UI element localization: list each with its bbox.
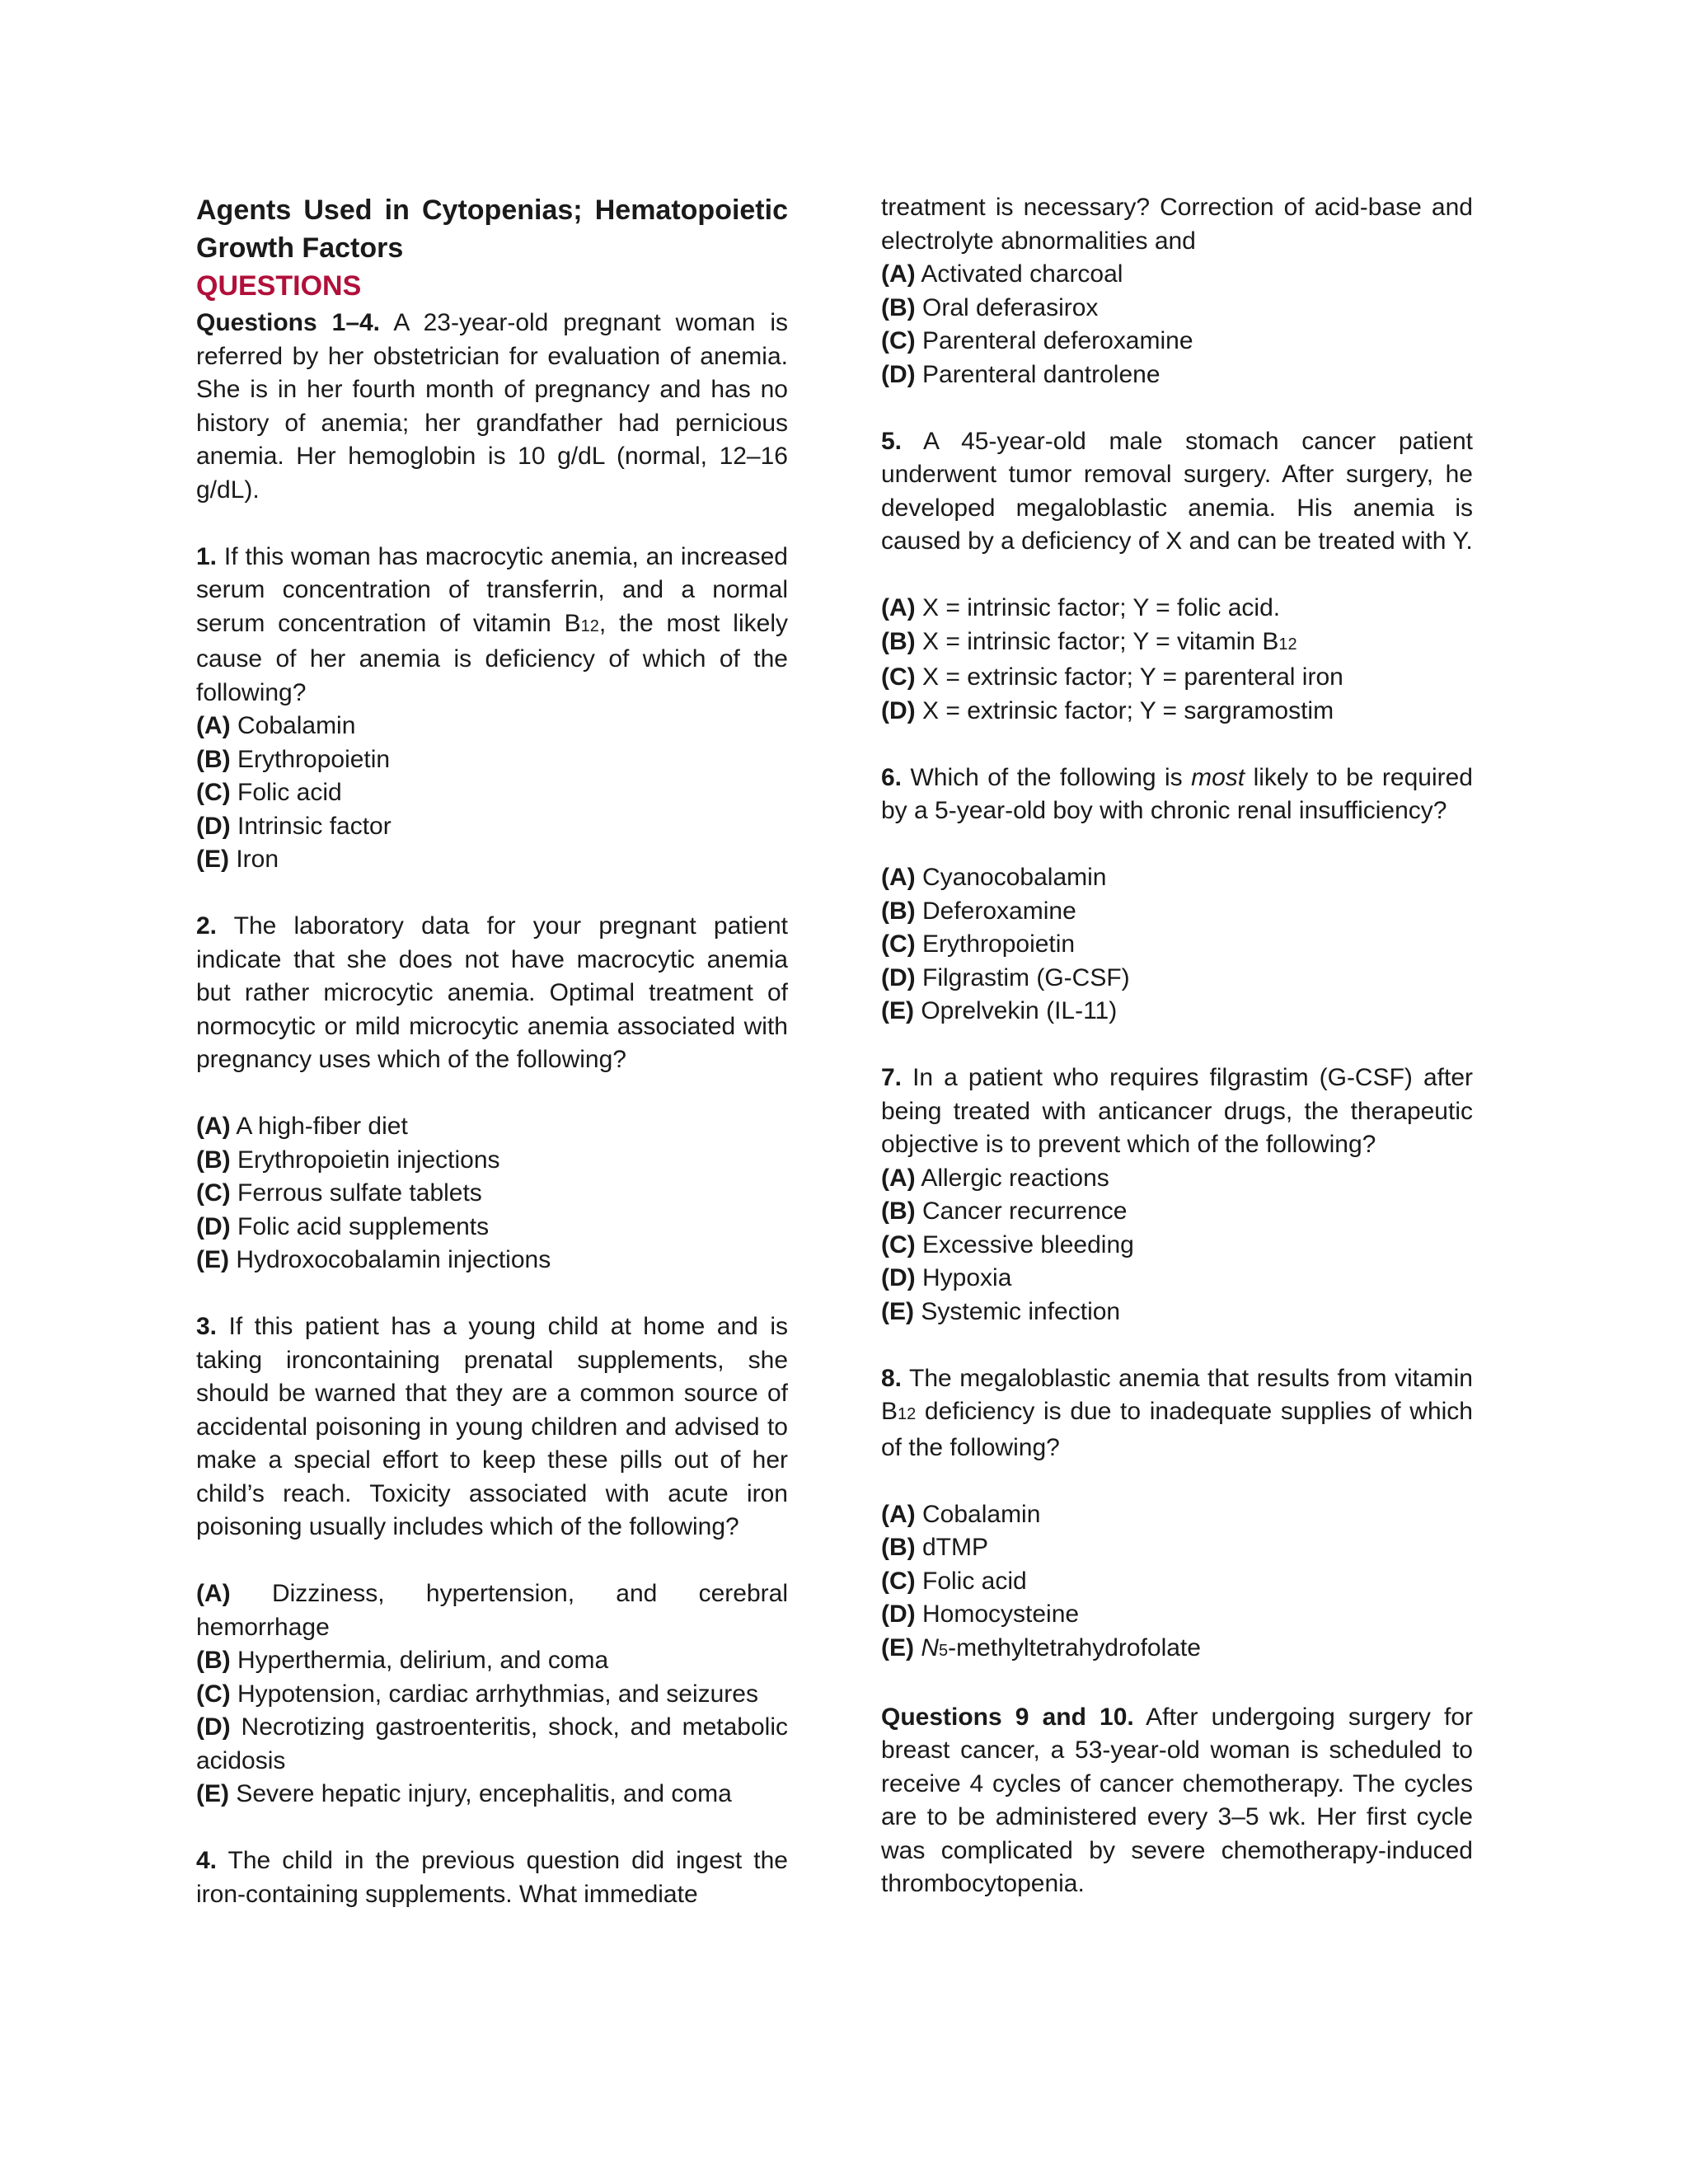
option-subscript: 5 <box>939 1641 949 1660</box>
question-1-subscript: 12 <box>580 616 599 635</box>
option-text: A high-fiber diet <box>236 1113 408 1140</box>
option-letter: (A) <box>196 1113 231 1140</box>
option-letter: (A) <box>881 1164 916 1192</box>
option-letter: (E) <box>881 997 914 1024</box>
q3-option-c <box>196 1678 788 1712</box>
question-6-options <box>881 861 1473 1029</box>
question-4-options <box>881 258 1473 391</box>
question-8-text-b: deficiency is due to inadequate supplies of which of the following? <box>881 1398 1473 1461</box>
option-letter: (A) <box>881 260 916 288</box>
option-letter: (B) <box>196 745 231 773</box>
option-letter: (B) <box>881 1197 916 1225</box>
option-letter: (A) <box>881 594 916 621</box>
option-letter: (D) <box>196 1212 231 1240</box>
option-text: Activated charcoal <box>921 260 1123 288</box>
option-text: Hypoxia <box>922 1264 1012 1291</box>
option-letter: (C) <box>881 1567 916 1595</box>
question-1-number: 1. <box>196 542 218 570</box>
option-text: Severe hepatic injury, encephalitis, and coma <box>236 1780 732 1807</box>
option-text: Systemic infection <box>921 1297 1121 1325</box>
questions-9-10-text: After undergoing surgery for breast cancer, a 53-year-old woman is scheduled to receive 4 cycles of cancer chemotherapy. The cycles are to be administered every 3–5 wk. Her first cycle was complicated by severe chemotherapy-induced thrombocytopenia. <box>881 1703 1473 1897</box>
q2-option-c <box>196 1177 788 1211</box>
option-text: Parenteral deferoxamine <box>922 327 1193 354</box>
option-text: Erythropoietin injections <box>237 1146 500 1174</box>
option-text: X = extrinsic factor; Y = parenteral iron <box>922 663 1343 691</box>
question-4-text-a: The child in the previous question did ingest the iron-containing supplements. What immediate <box>196 1847 788 1908</box>
option-text: Intrinsic factor <box>237 812 392 840</box>
question-4-number: 4. <box>196 1847 218 1874</box>
q2-option-b <box>196 1144 788 1178</box>
option-letter: (E) <box>881 1633 914 1661</box>
option-text: -methyltetrahydrofolate <box>948 1633 1201 1661</box>
q1-option-a <box>196 710 788 743</box>
option-text: Excessive bleeding <box>922 1230 1134 1258</box>
option-letter: (E) <box>881 1297 914 1325</box>
option-text: Dizziness, hypertension, and cerebral hemorrhage <box>196 1580 788 1641</box>
question-1-stem-b: , the most likely cause of her anemia is deficiency of which of the following? <box>196 609 788 706</box>
q3-option-b <box>196 1644 788 1678</box>
option-letter: (C) <box>881 930 916 958</box>
option-text: Hyperthermia, delirium, and coma <box>237 1647 609 1674</box>
option-text: X = intrinsic factor; Y = folic acid. <box>922 594 1281 621</box>
q5-option-b <box>881 626 1473 662</box>
q8-option-a <box>881 1498 1473 1532</box>
question-1-stem <box>196 541 788 710</box>
option-letter: (E) <box>196 1246 229 1273</box>
option-letter: (B) <box>881 897 916 925</box>
q5-option-a <box>881 592 1473 626</box>
option-letter: (B) <box>196 1647 231 1674</box>
option-letter: (A) <box>881 1500 916 1528</box>
question-3-number: 3. <box>196 1313 218 1340</box>
left-column <box>196 191 788 1911</box>
option-text: Cobalamin <box>237 712 356 739</box>
question-7-options <box>881 1162 1473 1329</box>
option-text: Cobalamin <box>922 1500 1041 1528</box>
option-letter: (D) <box>881 360 916 388</box>
option-text: Necrotizing gastroenteritis, shock, and metabolic acidosis <box>196 1713 788 1774</box>
q5-option-d <box>881 695 1473 729</box>
question-3-stem <box>196 1310 788 1544</box>
question-6-text-a: Which of the following is <box>910 763 1183 791</box>
q3-option-e <box>196 1778 788 1811</box>
option-text: Folic acid <box>237 779 342 806</box>
option-letter: (A) <box>881 864 916 891</box>
option-italic: N <box>921 1633 940 1661</box>
option-letter: (E) <box>196 1780 229 1807</box>
question-3-options <box>196 1577 788 1811</box>
option-text: Erythropoietin <box>237 745 391 773</box>
question-6-number: 6. <box>881 763 903 791</box>
question-7-stem <box>881 1062 1473 1162</box>
option-letter: (B) <box>881 627 916 655</box>
q2-option-a <box>196 1110 788 1144</box>
question-3-text: If this patient has a young child at home and is taking ironcontaining prenatal supplements, she should be warned that they are a common source of accidental poisoning in young children and advised to make a special effort to keep these pills out of her child’s reach. Toxicity associated with acute iron poisoning usually includes which of the following? <box>196 1313 788 1540</box>
option-letter: (D) <box>881 696 916 724</box>
q8-option-e <box>881 1632 1473 1668</box>
option-text: dTMP <box>922 1534 989 1561</box>
q6-option-c <box>881 928 1473 962</box>
option-letter: (D) <box>881 1264 916 1291</box>
question-7-number: 7. <box>881 1064 903 1091</box>
q6-option-b <box>881 895 1473 929</box>
question-2-options <box>196 1110 788 1277</box>
option-text: Cyanocobalamin <box>922 864 1107 891</box>
question-6-text-b: likely to be required by a 5-year-old boy with chronic renal insufficiency? <box>881 763 1473 824</box>
question-4-stem-part1 <box>196 1844 788 1911</box>
question-8-options <box>881 1498 1473 1668</box>
question-2-text: The laboratory data for your pregnant patient indicate that she does not have macrocytic anemia but rather microcytic anemia. Optimal treatment of normocytic or mild microcytic anemia associated with pregnancy uses which of the following? <box>196 912 788 1073</box>
option-text: Homocysteine <box>922 1601 1080 1628</box>
q1-option-d <box>196 810 788 844</box>
option-text: Oprelvekin (IL-11) <box>921 997 1118 1024</box>
option-text: Ferrous sulfate tablets <box>237 1179 482 1207</box>
question-7-text: In a patient who requires filgrastim (G-CSF) after being treated with anticancer drugs, the therapeutic objective is to prevent which of the following? <box>881 1064 1474 1158</box>
option-letter: (D) <box>196 812 231 840</box>
q8-option-b <box>881 1531 1473 1565</box>
option-letter: (E) <box>196 846 229 873</box>
q1-option-b <box>196 743 788 777</box>
option-text: Filgrastim (G-CSF) <box>922 963 1130 991</box>
option-letter: (C) <box>196 779 231 806</box>
q7-option-e <box>881 1296 1473 1329</box>
question-5-text: A 45-year-old male stomach cancer patient underwent tumor removal surgery. After surgery, he developed megaloblastic anemia. His anemia is caused by a deficiency of X and can be treated with Y. <box>881 427 1473 555</box>
question-8-subscript: 12 <box>898 1405 917 1423</box>
option-text: Hydroxocobalamin injections <box>236 1246 551 1273</box>
q6-option-a <box>881 861 1473 895</box>
q2-option-e <box>196 1244 788 1277</box>
option-letter: (B) <box>196 1146 231 1174</box>
option-text: X = intrinsic factor; Y = vitamin B <box>922 627 1279 655</box>
question-5-number: 5. <box>881 427 903 455</box>
question-5-stem <box>881 425 1473 559</box>
question-1-stem-a: If this woman has macrocytic anemia, an increased serum concentration of transferrin, and a normal serum concentration of vitamin B <box>196 542 788 637</box>
question-6-stem <box>881 762 1473 828</box>
question-8-number: 8. <box>881 1364 903 1392</box>
option-subscript: 12 <box>1278 635 1297 654</box>
option-letter: (C) <box>881 327 916 354</box>
option-text: Parenteral dantrolene <box>922 360 1160 388</box>
question-1-options <box>196 710 788 877</box>
questions-1-4-intro <box>196 307 788 507</box>
questions-1-4-label: Questions 1–4. <box>196 309 381 336</box>
option-text: Iron <box>236 846 279 873</box>
question-2-stem <box>196 910 788 1077</box>
questions-9-10-label: Questions 9 and 10. <box>881 1703 1134 1731</box>
option-text: X = extrinsic factor; Y = sargramostim <box>922 696 1334 724</box>
chapter-title: Agents Used in Cytopenias; Hematopoietic Growth Factors <box>196 194 788 264</box>
option-letter: (D) <box>881 963 916 991</box>
option-letter: (C) <box>881 663 916 691</box>
q6-option-d <box>881 962 1473 996</box>
question-6-emphasis: most <box>1191 763 1245 791</box>
option-text: Folic acid <box>922 1567 1027 1595</box>
q7-option-a <box>881 1162 1473 1196</box>
option-text: Hypotension, cardiac arrhythmias, and seizures <box>237 1680 758 1708</box>
q4-option-d <box>881 359 1473 392</box>
option-letter: (B) <box>881 293 916 321</box>
option-text: Allergic reactions <box>921 1164 1109 1192</box>
option-text: Erythropoietin <box>922 930 1076 958</box>
q4-option-c <box>881 325 1473 359</box>
q8-option-c <box>881 1565 1473 1599</box>
option-letter: (D) <box>196 1713 231 1741</box>
section-heading: QUESTIONS <box>196 270 362 302</box>
question-4-stem-part2: treatment is necessary? Correction of acid-base and electrolyte abnormalities and <box>881 194 1473 255</box>
right-column <box>881 191 1473 1901</box>
q7-option-c <box>881 1229 1473 1263</box>
option-letter: (C) <box>881 1230 916 1258</box>
q4-option-a <box>881 258 1473 292</box>
q3-option-d <box>196 1711 788 1778</box>
q1-option-e <box>196 843 788 877</box>
q7-option-b <box>881 1195 1473 1229</box>
q7-option-d <box>881 1262 1473 1296</box>
question-5-options <box>881 592 1473 728</box>
question-8-text-a: The megaloblastic anemia that results from vitamin B <box>881 1364 1473 1425</box>
q8-option-d <box>881 1598 1473 1632</box>
q4-option-b <box>881 292 1473 326</box>
option-letter: (C) <box>196 1179 231 1207</box>
question-2-number: 2. <box>196 912 218 940</box>
option-letter: (A) <box>196 712 231 739</box>
option-text: Oral deferasirox <box>922 293 1099 321</box>
option-text: Deferoxamine <box>922 897 1076 925</box>
q2-option-d <box>196 1211 788 1244</box>
questions-1-4-text: A 23-year-old pregnant woman is referred by her obstetrician for evaluation of anemia. She is in her fourth month of pregnancy and has no history of anemia; her grandfather had pernicious anemia. Her hemoglobin is 10 g/dL (normal, 12–16 g/dL). <box>196 309 788 504</box>
q5-option-c <box>881 661 1473 695</box>
q1-option-c <box>196 776 788 810</box>
q6-option-e <box>881 995 1473 1029</box>
option-text: Cancer recurrence <box>922 1197 1128 1225</box>
option-letter: (D) <box>881 1601 916 1628</box>
question-8-stem <box>881 1362 1473 1465</box>
option-letter: (C) <box>196 1680 231 1708</box>
option-letter: (A) <box>196 1580 231 1607</box>
q3-option-a <box>196 1577 788 1644</box>
option-text: Folic acid supplements <box>237 1212 490 1240</box>
questions-9-10-intro <box>881 1701 1473 1901</box>
option-letter: (B) <box>881 1534 916 1561</box>
